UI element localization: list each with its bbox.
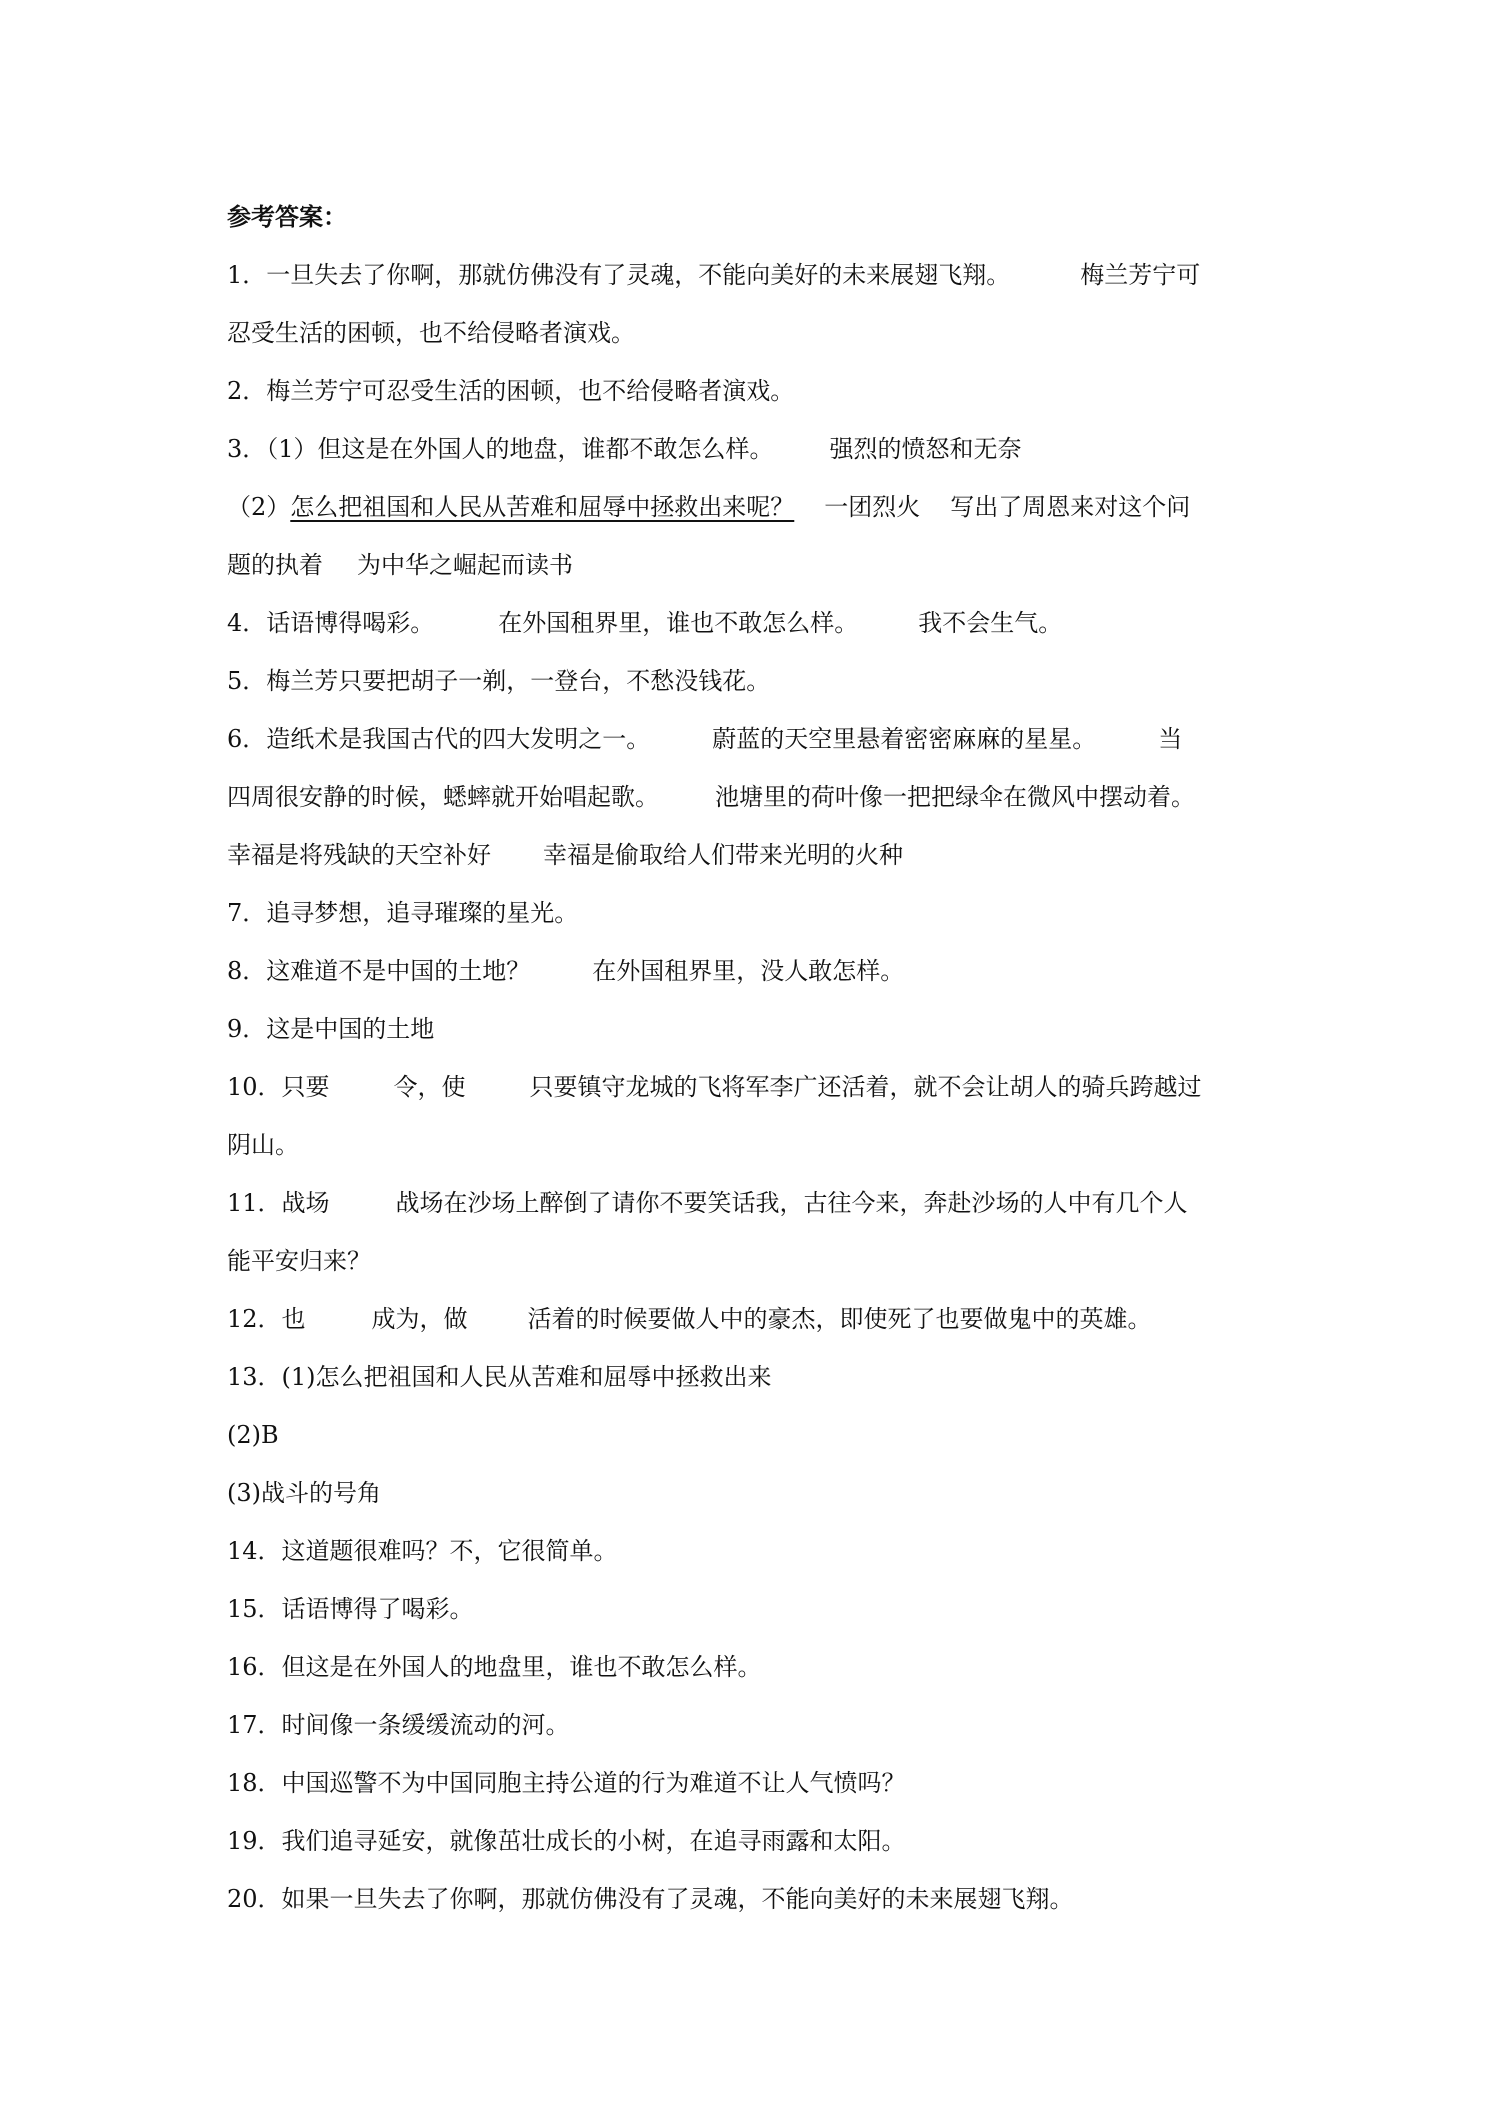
- answer-1-text-a: 1．一旦失去了你啊，那就仿佛没有了灵魂，不能向美好的未来展翅飞翔。: [227, 261, 1011, 289]
- answer-1-text-b: 梅兰芳宁可: [1080, 261, 1201, 289]
- answer-6-text-e: 池塘里的荷叶像一把把绿伞在微风中摆动着。: [715, 783, 1195, 811]
- answer-3-underlined-question: 怎么把祖国和人民从苦难和屈辱中拯救出来呢？: [290, 493, 795, 521]
- answer-11-line-2: 能平安归来？: [227, 1247, 371, 1275]
- answer-3-text-e: 题的执着: [227, 551, 323, 579]
- answer-11-text-a: 11．战场: [227, 1189, 330, 1217]
- answer-6-text-a: 6．造纸术是我国古代的四大发明之一。: [227, 725, 651, 753]
- answer-13-line-3: (3)战斗的号角: [227, 1479, 381, 1507]
- answer-4-text-a: 4．话语博得喝彩。: [227, 609, 435, 637]
- answer-10-text-c: 只要镇守龙城的飞将军李广还活着，就不会让胡人的骑兵跨越过: [529, 1073, 1202, 1101]
- answer-15: 15．话语博得了喝彩。: [227, 1595, 474, 1623]
- answer-13-line-1: 13．(1)怎么把祖国和人民从苦难和屈辱中拯救出来: [227, 1363, 772, 1391]
- answer-3-line-1: [227, 420, 1277, 478]
- answer-12-text-b: 成为，做: [371, 1305, 468, 1333]
- answer-11-line-1: [227, 1174, 1277, 1232]
- answer-8-text-b: 在外国租界里，没人敢怎样。: [592, 957, 905, 985]
- page-title: 参考答案：: [227, 202, 347, 231]
- answer-11-text-b: 战场在沙场上醉倒了请你不要笑话我，古往今来，奔赴沙场的人中有几个人: [395, 1189, 1188, 1217]
- answer-6-line-1: [227, 710, 1277, 768]
- answer-4-text-b: 在外国租界里，谁也不敢怎么样。: [498, 609, 859, 637]
- answer-10-line-2: 阴山。: [227, 1131, 299, 1159]
- answer-16: 16．但这是在外国人的地盘里，谁也不敢怎么样。: [227, 1653, 762, 1681]
- answer-12-text-a: 12．也: [227, 1305, 306, 1333]
- answer-10-text-b: 令，使: [393, 1073, 466, 1101]
- answer-17: 17．时间像一条缓缓流动的河。: [227, 1711, 570, 1739]
- answer-3-part-2-label: （2）: [227, 493, 291, 521]
- answer-5: 5．梅兰芳只要把胡子一剃，一登台，不愁没钱花。: [227, 667, 771, 695]
- answer-6-line-3: [227, 826, 1277, 884]
- answer-4: [227, 594, 1277, 652]
- answer-4-text-c: 我不会生气。: [918, 609, 1063, 637]
- answer-sheet: [227, 188, 1277, 1928]
- answer-3-text-d: 写出了周恩来对这个问: [950, 493, 1191, 521]
- answer-12: [227, 1290, 1277, 1348]
- answer-12-text-c: 活着的时候要做人中的豪杰，即使死了也要做鬼中的英雄。: [527, 1305, 1152, 1333]
- answer-3-text-c: 一团烈火: [824, 493, 921, 521]
- answer-8-text-a: 8．这难道不是中国的土地？: [227, 957, 531, 985]
- answer-19: 19．我们追寻延安，就像茁壮成长的小树，在追寻雨露和太阳。: [227, 1827, 906, 1855]
- answer-6-text-d: 四周很安静的时候，蟋蟀就开始唱起歌。: [227, 783, 659, 811]
- answer-3-text-a: 3．（1）但这是在外国人的地盘，谁都不敢怎么样。: [227, 435, 774, 463]
- answer-8: [227, 942, 1277, 1000]
- answer-7: 7．追寻梦想，追寻璀璨的星光。: [227, 899, 579, 927]
- answer-3-line-2: [227, 478, 1277, 536]
- answer-6-text-c: 当: [1158, 725, 1183, 753]
- answer-14: 14．这道题很难吗？不，它很简单。: [227, 1537, 618, 1565]
- answer-9: 9．这是中国的土地: [227, 1015, 435, 1043]
- answer-6-line-2: [227, 768, 1277, 826]
- answer-1-line-2: 忍受生活的困顿，也不给侵略者演戏。: [227, 319, 635, 347]
- answer-10-line-1: [227, 1058, 1277, 1116]
- answer-3-line-3: [227, 536, 1277, 594]
- answer-6-text-g: 幸福是偷取给人们带来光明的火种: [543, 841, 903, 869]
- answer-6-text-f: 幸福是将残缺的天空补好: [227, 841, 491, 869]
- answer-3-text-f: 为中华之崛起而读书: [357, 551, 573, 579]
- answer-13-line-2: (2)B: [227, 1421, 279, 1449]
- answer-10-text-a: 10．只要: [227, 1073, 330, 1101]
- answer-20: 20．如果一旦失去了你啊，那就仿佛没有了灵魂，不能向美好的未来展翅飞翔。: [227, 1885, 1074, 1913]
- answer-3-text-b: 强烈的愤怒和无奈: [829, 435, 1022, 463]
- answer-6-text-b: 蔚蓝的天空里悬着密密麻麻的星星。: [712, 725, 1097, 753]
- answer-2: 2．梅兰芳宁可忍受生活的困顿，也不给侵略者演戏。: [227, 377, 795, 405]
- answer-18: 18．中国巡警不为中国同胞主持公道的行为难道不让人气愤吗？: [227, 1769, 906, 1797]
- answer-1-line-1: [227, 246, 1277, 304]
